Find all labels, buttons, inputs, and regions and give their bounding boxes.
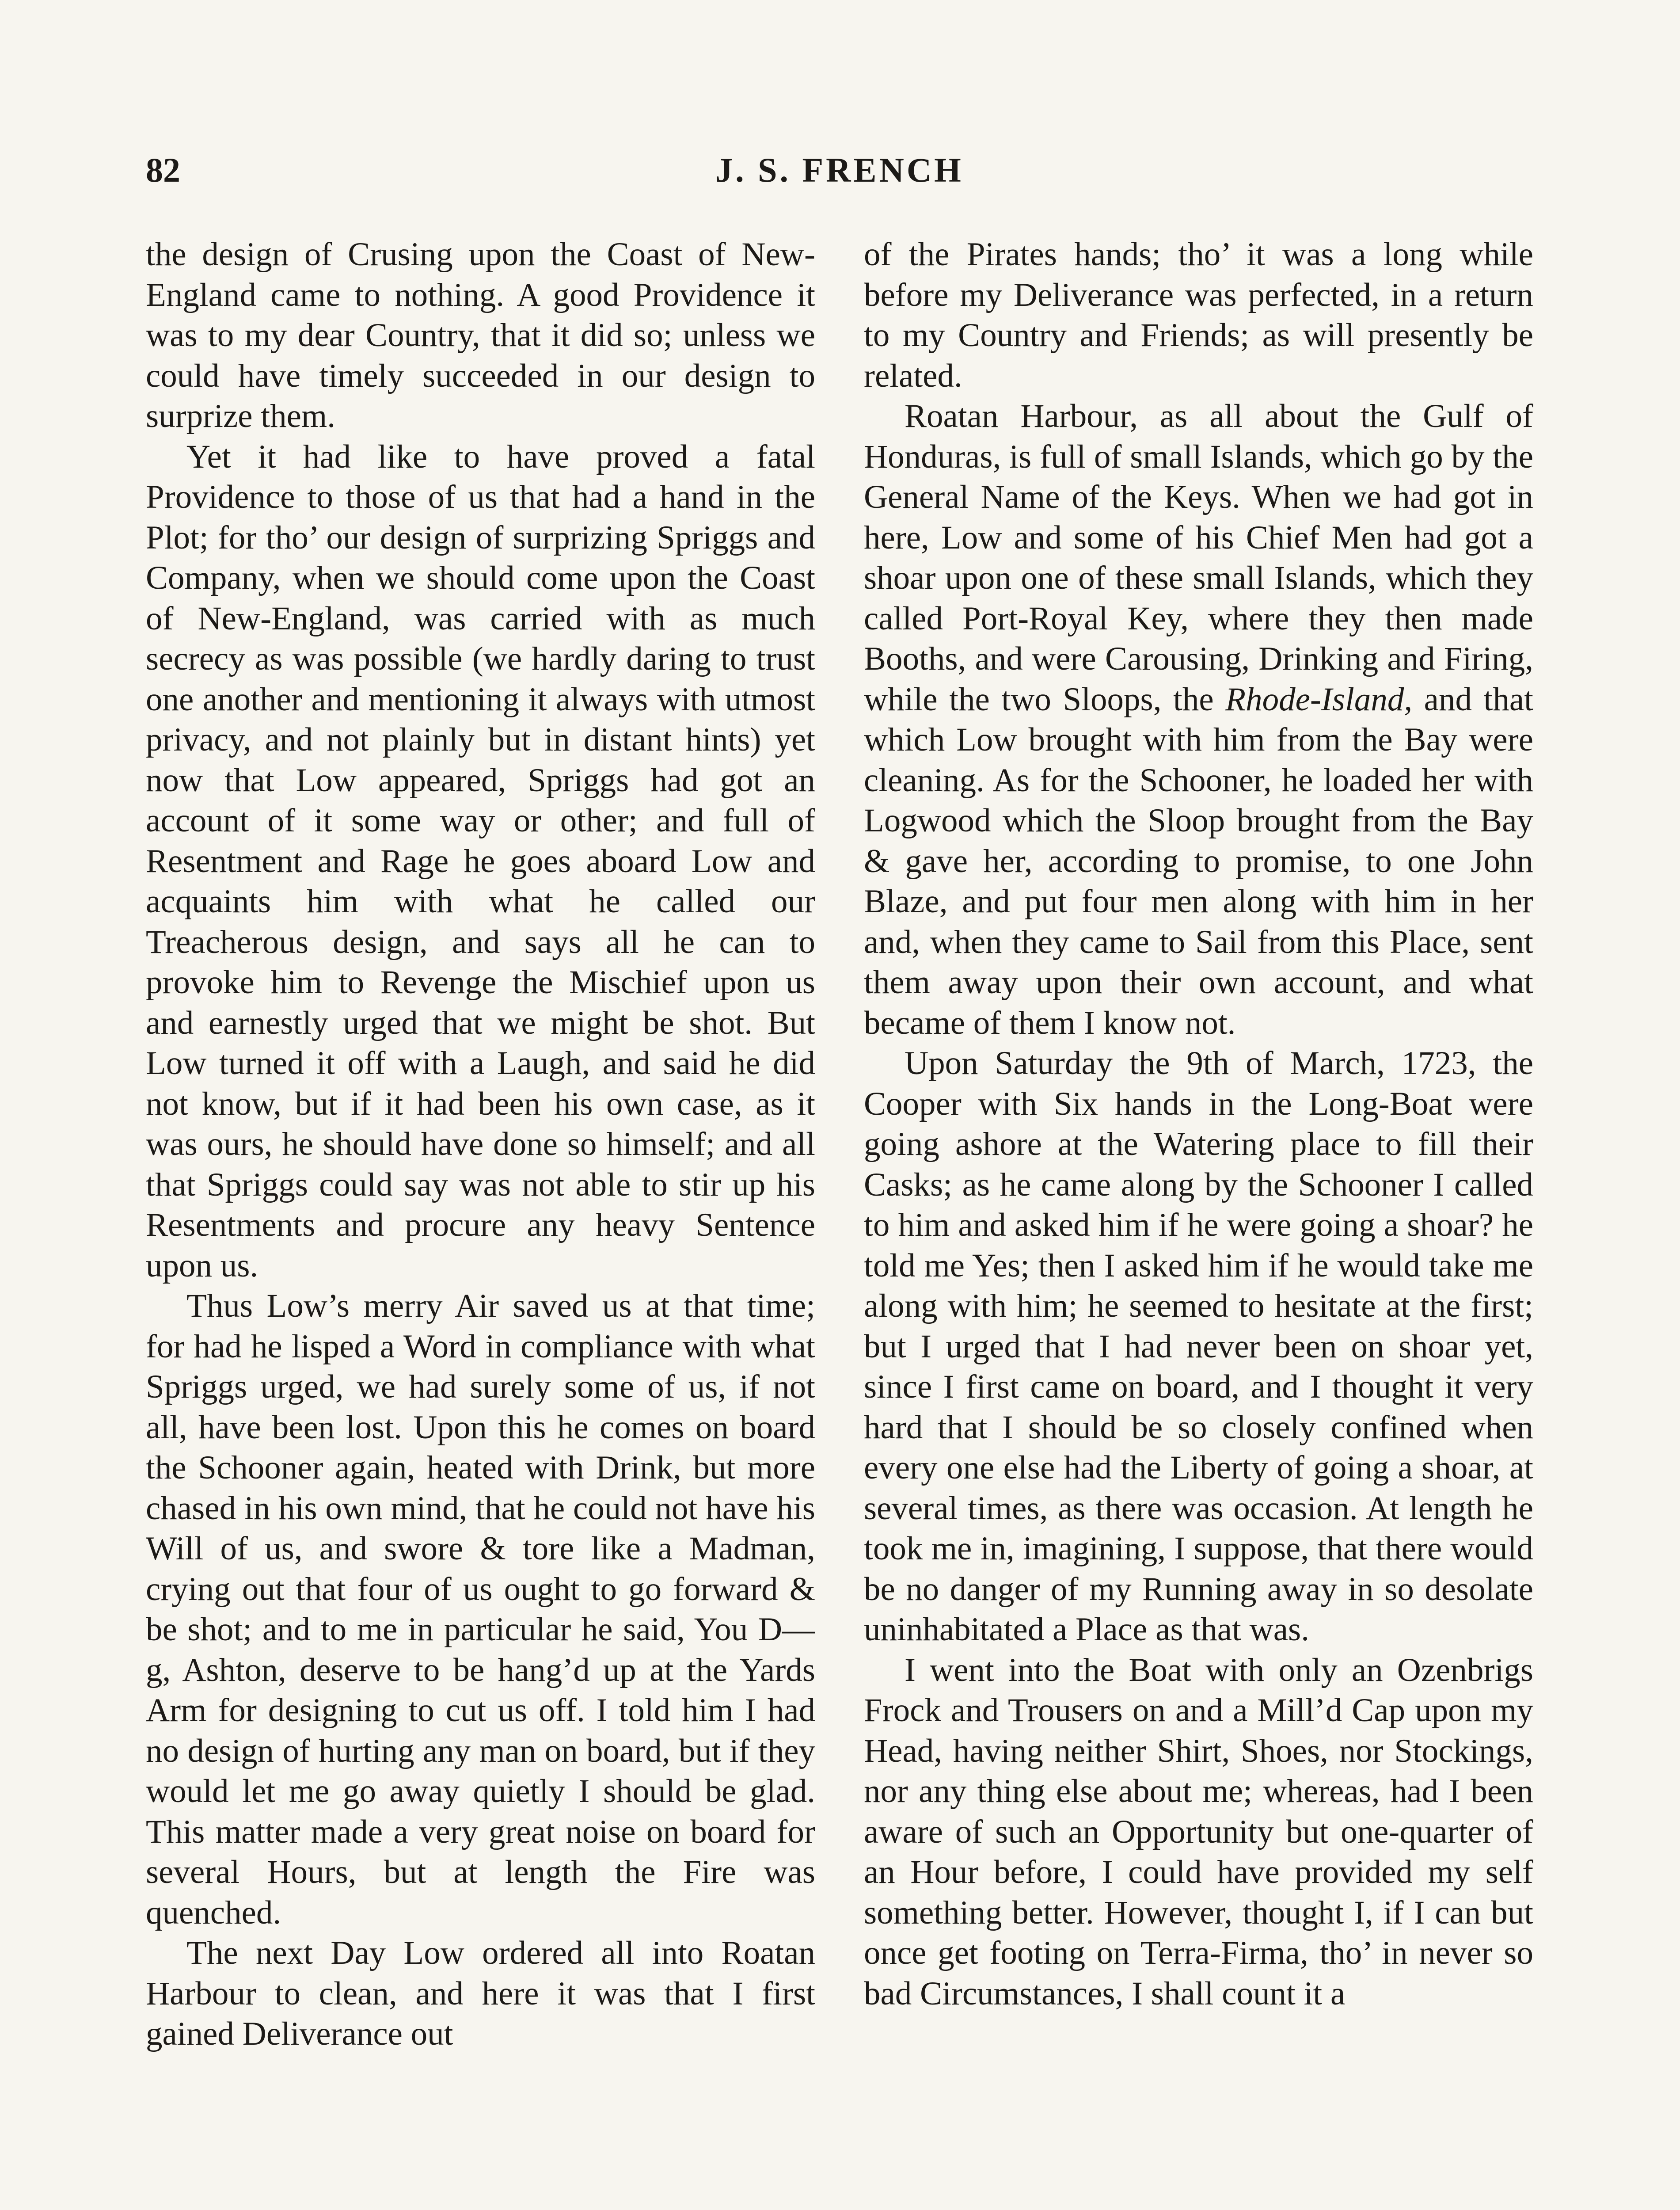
page-header [146, 150, 1533, 203]
paragraph: Thus Low’s merry Air saved us at that time; for had he lisped a Word in compliance with what Spriggs urged, we had surely some of us, if not all, have been lost. Upon this he comes on board the Schooner again, heated with Drink, but more chased in his own mind, that he could not have his Will of us, and swore & tore like a Madman, crying out that four of us ought to go forward & be shot; and to me in particular he said, You D—g, Ashton, deserve to be hang’d up at the Yards Arm for designing to cut us off. I told him I had no design of hurting any man on board, but if they would let me go away quietly I should be glad. This matter made a very great noise on board for several Hours, but at length the Fire was quenched. [146, 1288, 815, 1931]
text-columns [146, 234, 1533, 2210]
running-head: J. S. FRENCH [715, 151, 964, 189]
page-number: 82 [146, 151, 180, 189]
paragraph: The next Day Low ordered all into Roatan Harbour to clean, and here it was that I first gained Deliverance out [146, 1935, 815, 2052]
paragraph: I went into the Boat with only an Ozenbrigs Frock and Trousers on and a Mill’d Cap upon my Head, having neither Shirt, Shoes, nor Stockings, nor any thing else about me; whereas, had I been aware of such an Opportunity but one-quarter of an Hour before, I could have provided my self something better. However, thought I, if I can but once get footing on Terra-Firma, tho’ in never so bad Circumstances, I shall count it a [864, 1651, 1533, 2012]
left-column [146, 234, 815, 2210]
ship-name: Rhode-Island, [1225, 681, 1413, 718]
paragraph [864, 396, 1533, 1043]
paragraph: Upon Saturday the 9th of March, 1723, the Cooper with Six hands in the Long-Boat were going ashore at the Watering place to fill their Casks; as he came along by the Schooner I called to him and asked him if he were going a shoar? he told me Yes; then I asked him if he would take me along with him; he seemed to hesitate at the first; but I urged that I had never been on shoar yet, since I first came on board, and I thought it very hard that I should be so closely confined when every one else had the Liberty of going a shoar, at several times, as there was occasion. At length he took me in, imagining, I suppose, that there would be no danger of my Running away in so desolate uninhabitated a Place as that was. [864, 1045, 1533, 1648]
paragraph-text: Roatan Harbour, as all about the Gulf of Honduras, is full of small Islands, which go by the General Name of the Keys. When we had got in here, Low and some of his Chief Men had got a shoar upon one of these small Islands, which they called Port-Royal Key, where they then made Booths, and were Carousing, Drinking and Firing, while the two Sloops, the [864, 398, 1533, 718]
right-column [864, 234, 1533, 2210]
paragraph: the design of Crusing upon the Coast of New-England came to nothing. A good Providence it was to my dear Country, that it did so; unless we could have timely succeeded in our design to surprize them. [146, 236, 815, 434]
paragraph: of the Pirates hands; tho’ it was a long while before my Deliverance was perfected, in a return to my Country and Friends; as will presently be related. [864, 236, 1533, 394]
paragraph-text: and that which Low brought with him from the Bay were cleaning. As for the Schooner, he loaded her with Logwood which the Sloop brought from the Bay & gave her, according to promise, to one John Blaze, and put four men along with him in her and, when they came to Sail from this Place, sent them away upon their own account, and what became of them I know not. [864, 681, 1533, 1041]
paragraph: Yet it had like to have proved a fatal Providence to those of us that had a hand in the Plot; for tho’ our design of surprizing Spriggs and Company, when we should come upon the Coast of New-England, was carried with as much secrecy as was possible (we hardly daring to trust one another and mentioning it always with utmost privacy, and not plainly but in distant hints) yet now that Low appeared, Spriggs had got an account of it some way or other; and full of Resentment and Rage he goes aboard Low and acquaints him with what he called our Treacherous design, and says all he can to provoke him to Revenge the Mischief upon us and earnestly urged that we might be shot. But Low turned it off with a Laugh, and said he did not know, but if it had been his own case, as it was ours, he should have done so himself; and all that Spriggs could say was not able to stir up his Resentments and procure any heavy Sentence upon us. [146, 438, 815, 1284]
